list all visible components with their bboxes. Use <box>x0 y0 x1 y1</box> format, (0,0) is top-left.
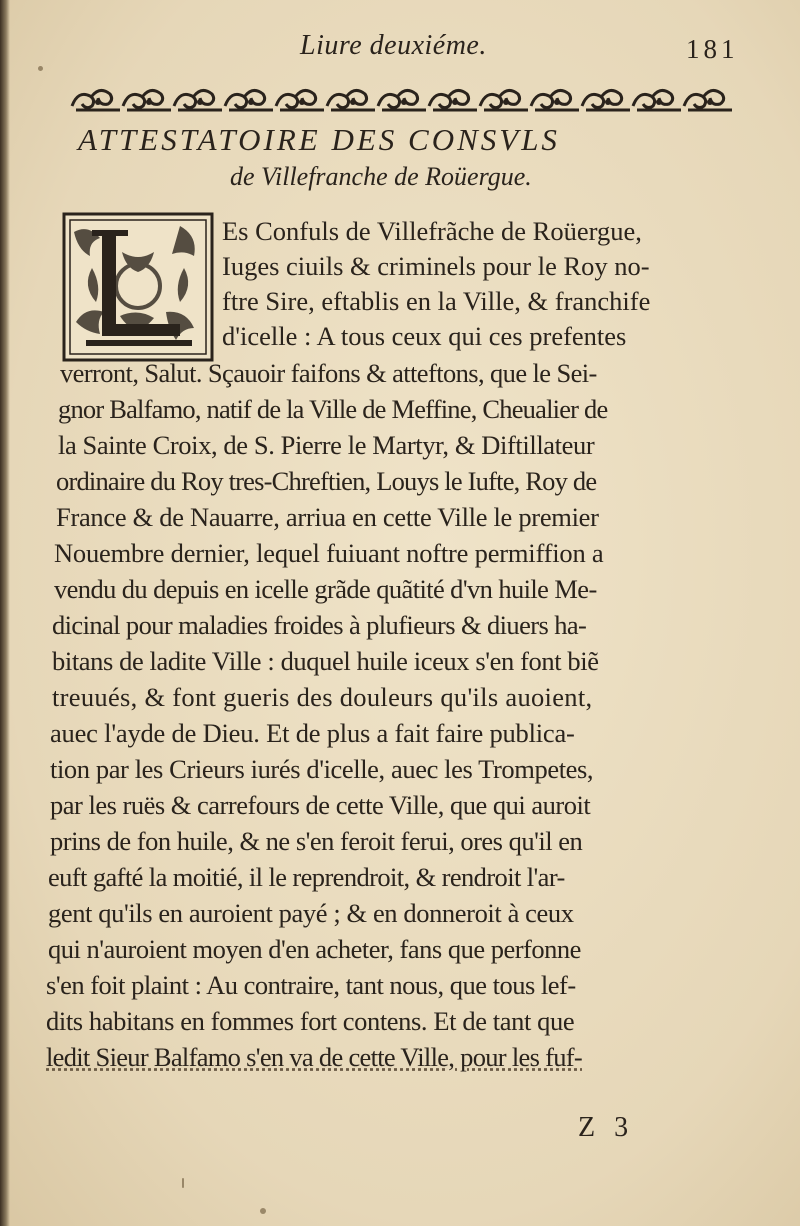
ink-spot <box>260 1208 266 1214</box>
fleuron-dot <box>248 99 254 105</box>
text-line: dits habitans en fommes fort contens. Et de tant que <box>46 1006 575 1036</box>
fleuron-dot <box>197 99 203 105</box>
text-line: ledit Sieur Balfamo s'en va de cette Ville, pour les fuf- <box>46 1042 583 1072</box>
text-line: tion par les Crieurs iurés d'icelle, auec les Trompetes, <box>50 754 594 784</box>
text-line: Nouembre dernier, lequel fuiuant noftre permiffion a <box>54 538 604 568</box>
fleuron-dot <box>554 99 560 105</box>
text-line: bitans de ladite Ville : duquel huile iceux s'en font biẽ <box>52 646 599 676</box>
page-subtitle: de Villefranche de Roüergue. <box>230 162 532 191</box>
text-line: d'icelle : A tous ceux qui ces prefentes <box>222 321 627 351</box>
text-line: Iuges ciuils & criminels pour le Roy no- <box>222 251 650 281</box>
fleuron-dot <box>605 99 611 105</box>
fleuron-dot <box>707 99 713 105</box>
fleuron-dot <box>95 99 101 105</box>
fleuron-dot <box>401 99 407 105</box>
fleuron-dot <box>452 99 458 105</box>
text-line: treuués, & font gueris des douleurs qu'ils auoient, <box>52 682 593 712</box>
decorated-initial-icon <box>62 212 214 362</box>
text-line: prins de fon huile, & ne s'en feroit ferui, ores qu'il en <box>50 826 583 856</box>
running-head: Liure deuxiéme. <box>300 30 487 61</box>
text-line: gnor Balfamo, natif de la Ville de Meffine, Cheualier de <box>58 394 608 424</box>
text-line: euft gafté la moitié, il le reprendroit, & rendroit l'ar- <box>48 862 565 892</box>
text-line: Es Confuls de Villefrãche de Roüergue, <box>222 216 642 246</box>
text-line: s'en foit plaint : Au contraire, tant nous, que tous lef- <box>46 970 576 1000</box>
text-line: auec l'ayde de Dieu. Et de plus a fait faire publica- <box>50 718 575 748</box>
page-title: ATTESTATOIRE DES CONSVLS <box>78 122 560 157</box>
text-line: la Sainte Croix, de S. Pierre le Martyr, & Diftillateur <box>58 430 595 460</box>
page-number: 181 <box>686 34 739 64</box>
fleuron-dot <box>350 99 356 105</box>
text-line: verront, Salut. Sçauoir faifons & atteftons, que le Sei- <box>60 358 597 388</box>
ornament-band <box>70 84 736 114</box>
ink-spot <box>182 1178 184 1188</box>
fleuron-dot <box>299 99 305 105</box>
spine-shadow <box>0 0 10 1226</box>
drop-cap-letter: L <box>62 212 63 213</box>
text-line: dicinal pour maladies froides à plufieurs & diuers ha- <box>52 610 587 640</box>
fleuron-dot <box>503 99 509 105</box>
text-line: gent qu'ils en auroient payé ; & en donneroit à ceux <box>48 898 574 928</box>
fleuron-dot <box>656 99 662 105</box>
fleuron-dot <box>146 99 152 105</box>
text-line: France & de Nauarre, arriua en cette Ville le premier <box>56 502 599 532</box>
text-line: ftre Sire, eftablis en la Ville, & franchife <box>222 286 651 316</box>
ink-spot <box>38 66 43 71</box>
text-line: ordinaire du Roy tres-Chreftien, Louys le Iufte, Roy de <box>56 466 597 496</box>
signature-mark: Z 3 <box>578 1112 635 1143</box>
text-line: par les ruës & carrefours de cette Ville, que qui auroit <box>50 790 591 820</box>
text-line: qui n'auroient moyen d'en acheter, fans que perfonne <box>48 934 581 964</box>
text-line: vendu du depuis en icelle grãde quãtité d'vn huile Me- <box>54 574 597 604</box>
